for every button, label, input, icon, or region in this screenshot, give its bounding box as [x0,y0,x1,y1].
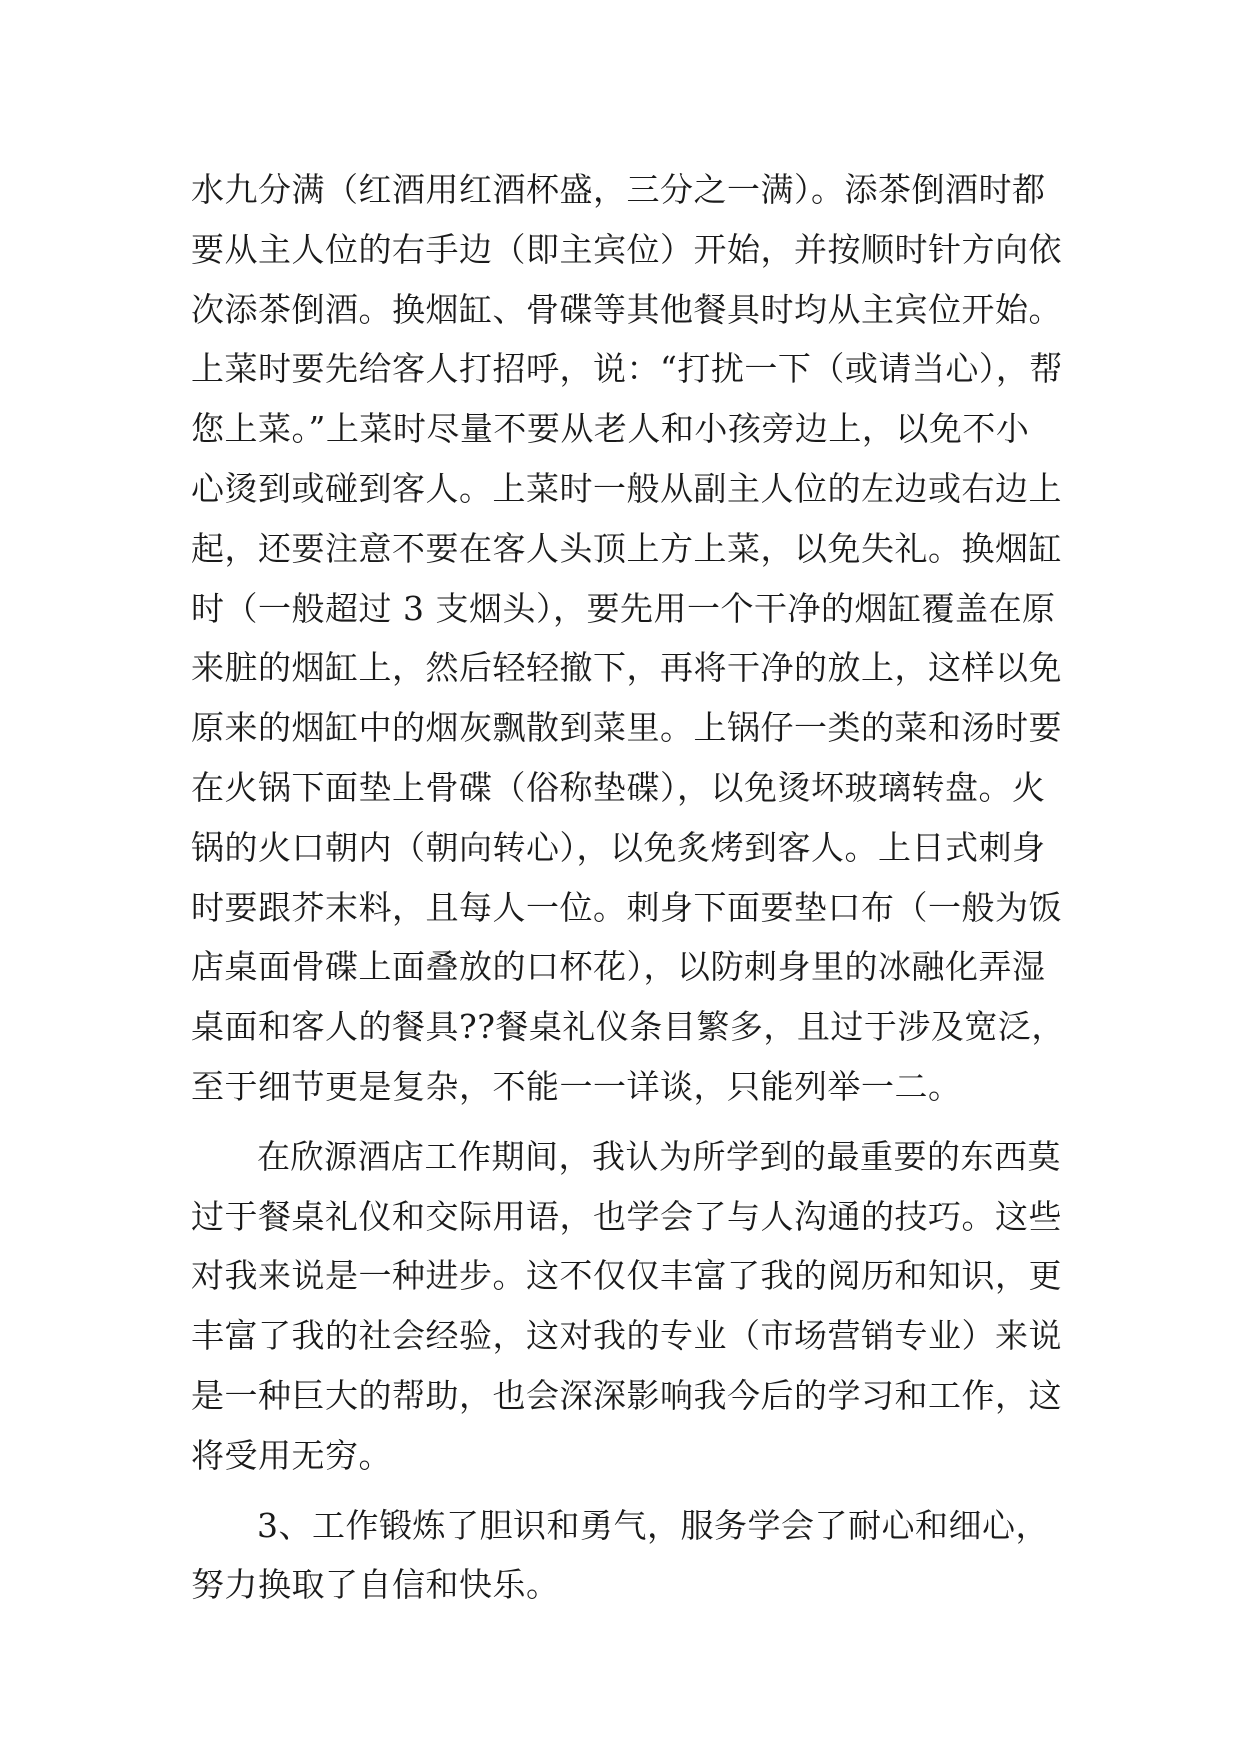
text-line: 至于细节更是复杂，不能一一详谈，只能列举一二。 [191,1066,962,1106]
text-line: 3、工作锻炼了胆识和勇气，服务学会了耐心和细心， [257,1505,1049,1545]
text-line: 过于餐桌礼仪和交际用语，也学会了与人沟通的技巧。这些 [191,1196,1062,1236]
paragraph-hotel-experience [191,1127,1071,1486]
text-line: 桌面和客人的餐具??餐桌礼仪条目繁多，且过于涉及宽泛， [191,1007,1065,1047]
paragraph-gap [191,1486,1071,1496]
text-line: 心烫到或碰到客人。上菜时一般从副主人位的左边或右边上 [191,468,1062,508]
text-line: 在欣源酒店工作期间，我认为所学到的最重要的东西莫 [257,1136,1061,1176]
text-line: 水九分满（红酒用红酒杯盛，三分之一满）。添茶倒酒时都 [191,170,1046,209]
text-line: 上菜时要先给客人打招呼，说：“打扰一下（或请当心），帮 [191,349,1063,389]
text-line: 店桌面骨碟上面叠放的口杯花），以防刺身里的冰融化弄湿 [191,947,1046,987]
text-line: 努力换取了自信和快乐。 [191,1565,560,1605]
text-line: 将受用无穷。 [191,1435,392,1475]
text-line: 丰富了我的社会经验，这对我的专业（市场营销专业）来说 [191,1316,1062,1356]
text-line: 次添茶倒酒。换烟缸、骨碟等其他餐具时均从主宾位开始。 [191,289,1062,329]
paragraph-point-3 [191,1496,1071,1616]
text-line: 对我来说是一种进步。这不仅仅丰富了我的阅历和知识，更 [191,1256,1062,1296]
text-line: 来脏的烟缸上，然后轻轻撤下，再将干净的放上，这样以免 [191,648,1062,688]
paragraph-table-etiquette [191,160,1071,1117]
text-line: 您上菜。”上菜时尽量不要从老人和小孩旁边上，以免不小 [191,409,1030,449]
text-line: 在火锅下面垫上骨碟（俗称垫碟），以免烫坏玻璃转盘。火 [191,767,1046,807]
text-line: 时要跟芥末料，且每人一位。刺身下面要垫口布（一般为饭 [191,887,1062,927]
text-line: 时（一般超过 3 支烟头），要先用一个干净的烟缸覆盖在原 [191,588,1056,628]
document-body [191,160,1071,1615]
text-line: 锅的火口朝内（朝向转心），以免炙烤到客人。上日式刺身 [191,827,1046,867]
text-line: 是一种巨大的帮助，也会深深影响我今后的学习和工作，这 [191,1375,1062,1415]
paragraph-gap [191,1117,1071,1127]
text-line: 起，还要注意不要在客人头顶上方上菜，以免失礼。换烟缸 [191,528,1062,568]
text-line: 要从主人位的右手边（即主宾位）开始，并按顺时针方向依 [191,229,1062,269]
text-line: 原来的烟缸中的烟灰飘散到菜里。上锅仔一类的菜和汤时要 [191,708,1062,748]
